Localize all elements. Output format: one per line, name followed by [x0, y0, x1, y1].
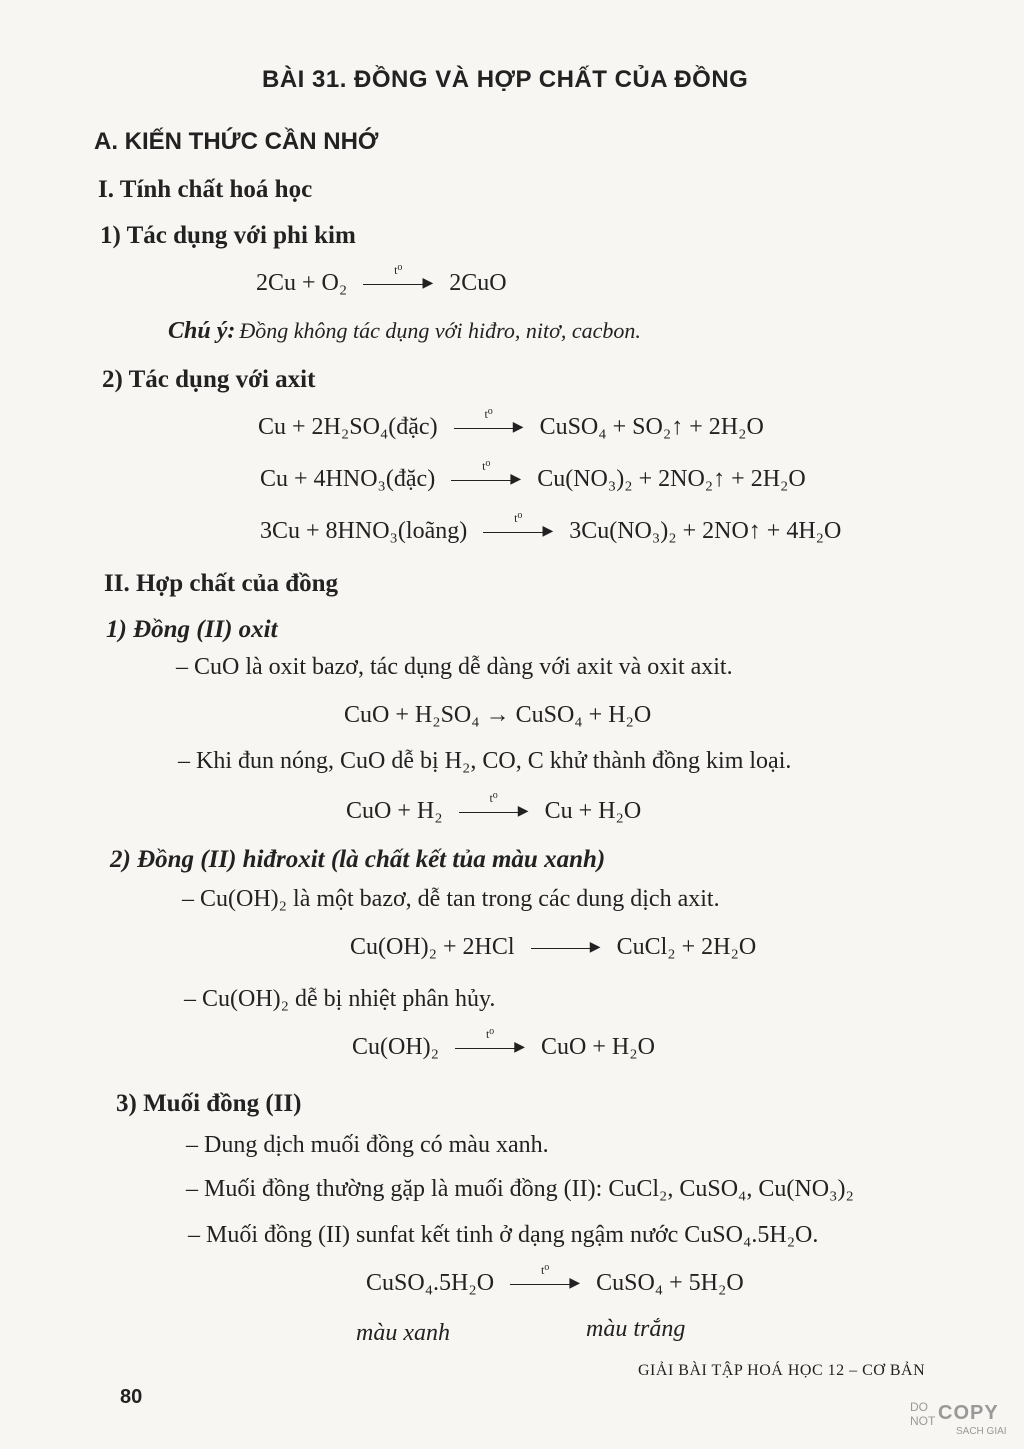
note-text: Đồng không tác dụng với hiđro, nitơ, cacbon. [239, 318, 641, 343]
equation-cuoh2-hcl [350, 934, 756, 961]
part-heading-2: II. Hợp chất của đồng [104, 570, 339, 597]
subheading-acid: 2) Tác dụng với axit [102, 366, 316, 393]
bullet-common-salts: – Muối đồng thường gặp là muối đồng (II): CuCl₂, CuSO₄, Cu(NO₃)₂ [186, 1176, 854, 1202]
reaction-arrow: t⁰ ▶ [451, 473, 521, 487]
part-heading-1: I. Tính chất hoá học [98, 176, 313, 203]
label-blue: màu xanh [356, 1320, 450, 1346]
reaction-arrow: t⁰ ▶ [483, 525, 553, 539]
equation-right: 3Cu(NO₃)₂ + 2NO↑ + 4H₂O [569, 518, 842, 544]
note [168, 318, 641, 345]
page-number: 80 [120, 1386, 143, 1408]
bullet-cuo-base: – CuO là oxit bazơ, tác dụng dễ dàng với axit và oxit axit. [176, 654, 733, 680]
equation-left: Cu(OH)₂ + 2HCl [350, 934, 515, 960]
equation-cuo-h2so4: CuO + H₂SO₄ → CuSO₄ + H₂O [344, 702, 652, 728]
reaction-arrow: t⁰ ▶ [459, 805, 529, 819]
equation-right: CuO + H₂O [541, 1034, 655, 1060]
watermark-stamp [910, 1400, 1010, 1442]
subheading-copper-salts: 3) Muối đồng (II) [116, 1090, 302, 1117]
bullet-cuoh2-decomp: – Cu(OH)₂ dễ bị nhiệt phân hủy. [184, 986, 496, 1012]
equation-right: 2CuO [449, 270, 507, 296]
equation-right: Cu + H₂O [544, 798, 642, 824]
reaction-arrow: t⁰ ▶ [363, 277, 433, 291]
equation-right: CuSO₄ + SO₂↑ + 2H₂O [539, 414, 764, 440]
label-white: màu trắng [586, 1316, 686, 1342]
equation-right: Cu(NO₃)₂ + 2NO₂↑ + 2H₂O [537, 466, 806, 492]
equation-cuoh2-decomp [352, 1027, 655, 1061]
equation-right: CuCl₂ + 2H₂O [616, 934, 757, 960]
equation-cu-hno3-dilute [260, 511, 842, 545]
equation-left: 3Cu + 8HNO₃(loãng) [260, 518, 468, 544]
stamp-do: DO [910, 1400, 928, 1414]
note-label: Chú ý: [168, 318, 236, 344]
subheading-copper-oxide: 1) Đồng (II) oxit [106, 616, 278, 643]
equation-cu-hno3-conc [260, 459, 806, 493]
reaction-arrow: t⁰ ▶ [454, 421, 524, 435]
equation-hydrate-decomp [366, 1263, 744, 1297]
equation-right: CuSO₄ + 5H₂O [596, 1270, 744, 1296]
section-heading-a: A. KIẾN THỨC CẦN NHỚ [94, 128, 379, 155]
reaction-arrow: t⁰ ▶ [455, 1041, 525, 1055]
book-title-footer: GIẢI BÀI TẬP HOÁ HỌC 12 – CƠ BẢN [638, 1362, 926, 1379]
subheading-nonmetal: 1) Tác dụng với phi kim [100, 222, 356, 249]
stamp-not: NOT [910, 1414, 936, 1428]
equation-cuo-h2 [346, 791, 642, 825]
bullet-cuo-reduction: – Khi đun nóng, CuO dễ bị H₂, CO, C khử thành đồng kim loại. [178, 748, 792, 774]
reaction-arrow: t⁰ ▶ [510, 1277, 580, 1291]
equation-left: Cu(OH)₂ [352, 1034, 440, 1060]
equation-left: 2Cu + O₂ [256, 270, 348, 296]
equation-left: CuSO₄.5H₂O [366, 1270, 495, 1296]
stamp-copy: COPY [938, 1402, 999, 1424]
equation-cu-h2so4 [258, 407, 764, 441]
reaction-arrow: ▶ [531, 941, 601, 955]
page-title: BÀI 31. ĐỒNG VÀ HỢP CHẤT CỦA ĐỒNG [262, 66, 749, 93]
equation-left: Cu + 2H₂SO₄(đặc) [258, 414, 438, 440]
equation-left: CuO + H₂ [346, 798, 443, 824]
bullet-cuoh2-base: – Cu(OH)₂ là một bazơ, dễ tan trong các dung dịch axit. [182, 886, 720, 912]
stamp-sach: SACH GIAI [956, 1426, 1007, 1437]
equation-left: Cu + 4HNO₃(đặc) [260, 466, 436, 492]
subheading-copper-hydroxide: 2) Đồng (II) hiđroxit (là chất kết tủa màu xanh) [110, 846, 606, 873]
equation-cu-o2 [256, 263, 507, 297]
bullet-hydrate: – Muối đồng (II) sunfat kết tinh ở dạng ngậm nước CuSO₄.5H₂O. [188, 1222, 819, 1248]
bullet-salt-color: – Dung dịch muối đồng có màu xanh. [186, 1132, 549, 1158]
